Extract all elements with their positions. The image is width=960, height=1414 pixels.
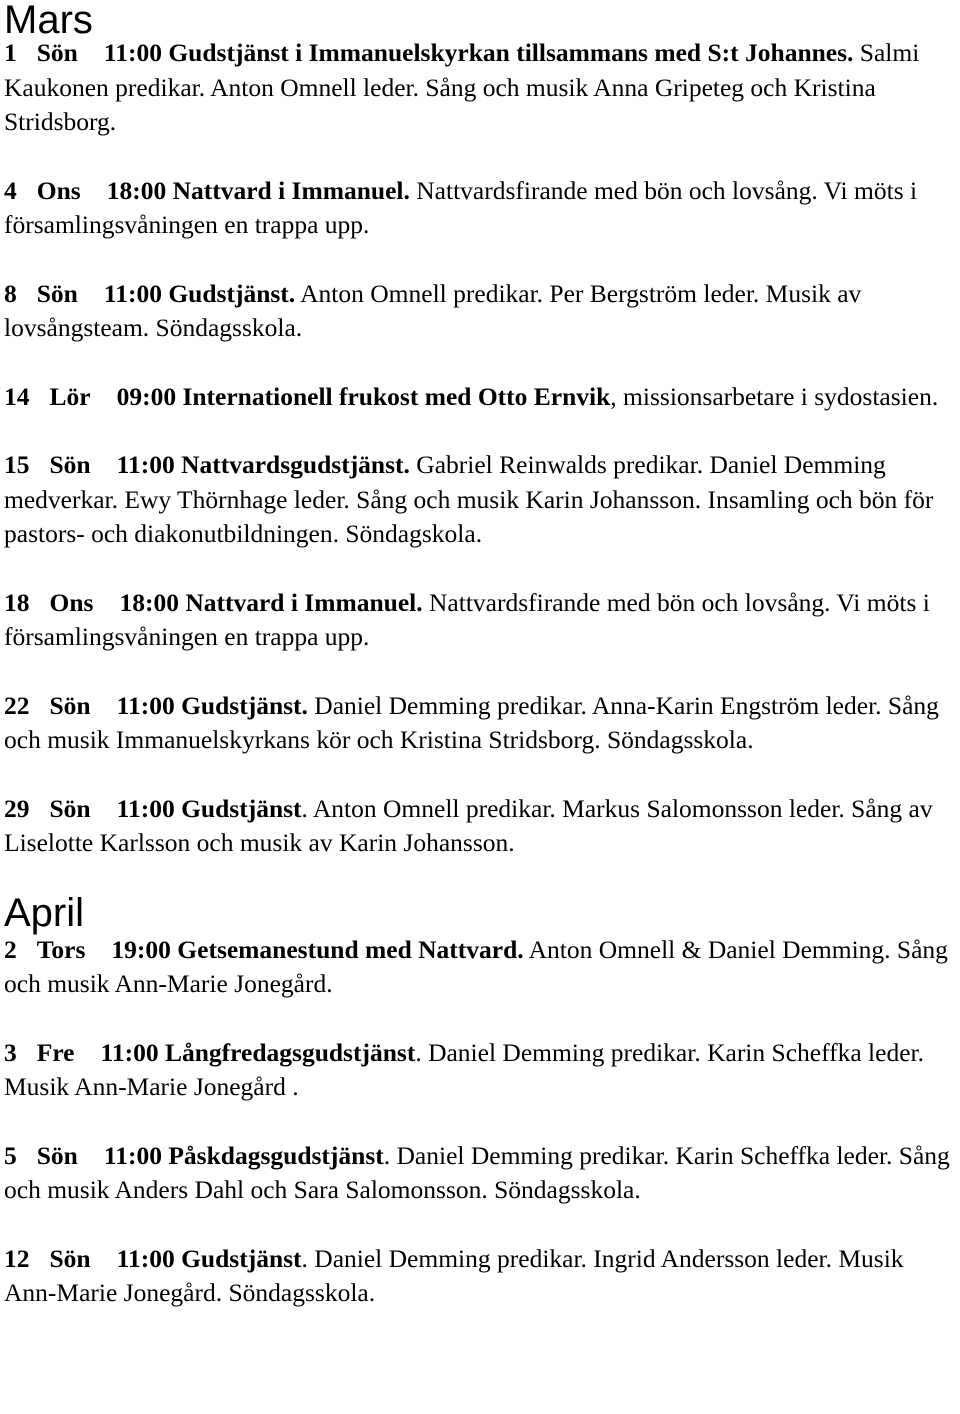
event-weekday: Sön (49, 1243, 91, 1273)
event-time: 19:00 (111, 934, 171, 964)
event-weekday: Ons (49, 587, 94, 617)
event-mars-14 (4, 380, 958, 415)
event-weekday: Fre (36, 1037, 75, 1067)
event-details: . Anton Omnell predikar. Markus Salomonsson leder. Sång av Liselotte Karlsson och musik av Karin Johansson. (4, 793, 933, 857)
event-mars-8 (4, 277, 958, 346)
event-day: 29 (4, 793, 30, 823)
event-details: Anton Omnell predikar. Per Bergström leder. Musik av lovsångsteam. Söndagsskola. (4, 278, 862, 342)
event-head (4, 588, 423, 617)
event-time: 11:00 (116, 1243, 175, 1273)
event-title: Gudstjänst i Immanuelskyrkan tillsammans med S:t Johannes. (168, 38, 854, 67)
event-april-5 (4, 1139, 958, 1208)
event-time: 11:00 (103, 38, 162, 67)
event-day: 12 (4, 1243, 30, 1273)
calendar-document (4, 0, 958, 1311)
event-weekday: Sön (36, 1140, 78, 1170)
event-weekday: Sön (36, 278, 78, 308)
event-time: 18:00 (106, 175, 167, 205)
event-day: 1 (4, 38, 17, 67)
event-april-2 (4, 933, 958, 1002)
event-head (4, 176, 410, 205)
event-time: 11:00 (116, 450, 175, 479)
event-weekday: Sön (36, 38, 78, 67)
event-head (4, 1244, 302, 1273)
event-time: 09:00 (116, 381, 177, 411)
event-title: Nattvardsgudstjänst. (181, 450, 410, 479)
event-details: . Daniel Demming predikar. Karin Scheffka leder. Musik Ann-Marie Jonegård . (4, 1037, 924, 1101)
event-title: Gudstjänst. (168, 278, 296, 308)
event-mars-29 (4, 792, 958, 861)
event-time: 11:00 (103, 278, 162, 308)
event-title: Gudstjänst (181, 793, 302, 823)
event-weekday: Sön (49, 690, 91, 720)
event-weekday: Tors (36, 934, 86, 964)
event-mars-18 (4, 586, 958, 655)
event-time: 11:00 (100, 1037, 159, 1067)
event-day: 4 (4, 175, 17, 205)
event-title: Påskdagsgudstjänst (168, 1140, 384, 1170)
event-title: Internationell frukost med Otto Ernvik (182, 381, 611, 411)
event-details: Daniel Demming predikar. Anna-Karin Engström leder. Sång och musik Immanuelskyrkans kör och Kristina Stridsborg. Söndagsskola. (4, 690, 939, 754)
event-details: . Daniel Demming predikar. Ingrid Andersson leder. Musik Ann-Marie Jonegård. Söndagsskola. (4, 1243, 904, 1307)
event-title: Nattvard i Immanuel. (172, 175, 410, 205)
event-day: 2 (4, 934, 17, 964)
event-head (4, 1038, 415, 1067)
event-details: , missionsarbetare i sydostasien. (610, 381, 939, 411)
event-mars-1 (4, 36, 958, 140)
event-head (4, 38, 853, 67)
event-weekday: Lör (49, 381, 91, 411)
event-head (4, 935, 524, 964)
event-details: . Daniel Demming predikar. Karin Scheffka leder. Sång och musik Anders Dahl och Sara Salomonsson. Söndagsskola. (4, 1140, 950, 1204)
event-details: Nattvardsfirande med bön och lovsång. Vi möts i församlingsvåningen en trappa upp. (4, 175, 918, 239)
event-time: 11:00 (103, 1140, 162, 1170)
month-heading-mars: Mars (4, 0, 93, 42)
event-weekday: Ons (36, 175, 81, 205)
event-title: Getsemanestund med Nattvard. (177, 934, 524, 964)
event-day: 14 (4, 381, 30, 411)
event-head (4, 450, 410, 479)
event-mars-22 (4, 689, 958, 758)
event-time: 18:00 (119, 587, 179, 617)
event-title: Långfredagsgudstjänst (164, 1037, 416, 1067)
event-weekday: Sön (49, 450, 91, 479)
event-title: Gudstjänst (181, 1243, 302, 1273)
event-day: 18 (4, 587, 30, 617)
event-day: 15 (4, 450, 30, 479)
event-time: 11:00 (116, 690, 175, 720)
event-weekday: Sön (49, 793, 91, 823)
event-day: 22 (4, 690, 30, 720)
event-head (4, 382, 610, 411)
event-head (4, 691, 308, 720)
event-head (4, 794, 302, 823)
event-head (4, 1141, 384, 1170)
event-details: Anton Omnell & Daniel Demming. Sång och musik Ann-Marie Jonegård. (4, 934, 948, 998)
event-day: 3 (4, 1037, 17, 1067)
month-heading-april: April (4, 890, 85, 935)
event-details: Gabriel Reinwalds predikar. Daniel Demming medverkar. Ewy Thörnhage leder. Sång och musik Karin Johansson. Insamling och bön för pastors- och diakonutbildningen. Söndagskola. (4, 450, 934, 548)
event-details: Salmi Kaukonen predikar. Anton Omnell leder. Sång och musik Anna Gripeteg och Kristina Stridsborg. (4, 38, 920, 136)
event-time: 11:00 (116, 793, 175, 823)
event-day: 5 (4, 1140, 17, 1170)
event-title: Nattvard i Immanuel. (185, 587, 423, 617)
event-mars-4 (4, 174, 958, 243)
event-details: Nattvardsfirande med bön och lovsång. Vi möts i församlingsvåningen en trappa upp. (4, 587, 930, 651)
event-head (4, 279, 295, 308)
event-title: Gudstjänst. (181, 690, 308, 720)
event-april-12 (4, 1242, 958, 1311)
event-mars-15 (4, 448, 958, 552)
event-april-3 (4, 1036, 958, 1105)
event-day: 8 (4, 278, 17, 308)
